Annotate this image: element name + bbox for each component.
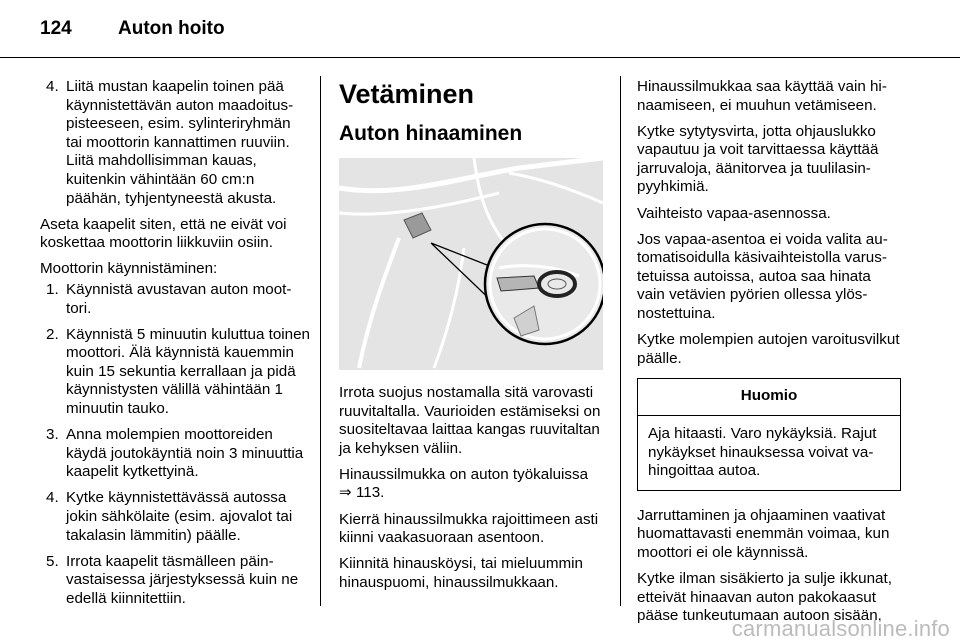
notice-title: Huomio	[638, 379, 900, 416]
list-number: 4.	[46, 489, 59, 507]
section-title: Auton hoito	[118, 18, 225, 39]
paragraph: Irrota suojus nostamalla sitä varovasti ruuvitaltalla. Vaurioiden estämiseksi on suositeltavaa laittaa kangas ruuvitaltan ja kehyksen väliin.	[339, 384, 601, 457]
paragraph: Moottorin käynnistäminen:	[40, 260, 218, 278]
paragraph: Kierrä hinaussilmukka rajoittimeen asti kiinni vaakasuoraan asentoon.	[339, 510, 599, 547]
towing-eye-drawing	[339, 158, 603, 370]
chapter-heading: Vetäminen	[339, 79, 475, 109]
column-right	[637, 78, 901, 633]
towing-eye-illustration	[339, 158, 603, 370]
paragraph: Kiinnitä hinausköysi, tai mieluummin hinauspuomi, hinaussilmukkaan.	[339, 555, 583, 591]
paragraph: Hinaussilmukka on auton työkaluissa ⇒ 113.	[339, 465, 589, 502]
column-divider-2	[620, 76, 621, 606]
paragraph: Jarruttaminen ja ohjaaminen vaativat huomattavasti enemmän voimaa, kun moottori ei ole käynnissä.	[637, 506, 890, 561]
notice-text: Aja hitaasti. Varo nykäyksiä. Rajut nykäykset hinauksessa voivat vahingoittaa autoa.	[648, 424, 877, 480]
list-text: Liitä mustan kaapelin toinen pää käynnistettävän auton maadoituspisteeseen, esim. sylinteriryhmän tai moottorin kannattimen ruuviin. Liitä mahdollisimman kauas, kuitenkin vähintään 60 cm:n päähän, tyhjentyneestä akusta.	[66, 78, 294, 207]
list-number: 2.	[46, 325, 59, 343]
column-middle	[339, 78, 603, 600]
watermark: carmanualsonline.info	[731, 616, 950, 641]
list-number: 3.	[46, 426, 59, 444]
paragraph: Kytke ilman sisäkierto ja sulje ikkunat, etteivät hinaavan auton pakokaasut pääse tunkeutumaan autoon sisään.	[637, 569, 892, 625]
paragraph: Aseta kaapelit siten, että ne eivät voi koskettaa moottorin liikkuviin osiin.	[40, 215, 287, 252]
page-number: 124	[40, 18, 72, 39]
list-item	[40, 326, 310, 419]
column-divider-1	[320, 76, 321, 606]
list-number: 4.	[46, 78, 59, 95]
list-number: 5.	[46, 552, 59, 570]
section-heading: Auton hinaaminen	[339, 122, 523, 145]
column-left	[40, 78, 310, 616]
notice-box	[637, 378, 901, 490]
list-item	[40, 553, 310, 609]
paragraph: Vaihteisto vapaa-asennossa.	[637, 204, 831, 222]
paragraph: Hinaussilmukkaa saa käyttää vain hinaamiseen, ei muuhun vetämiseen.	[637, 78, 887, 114]
list-item	[40, 489, 310, 545]
list-item	[40, 78, 310, 208]
list-item	[40, 281, 310, 318]
list-item	[40, 426, 310, 482]
list-text: Anna molempien moottoreiden käydä joutokäyntiä noin 3 minuuttia kaapelit kytkettyinä.	[66, 426, 304, 481]
paragraph: Jos vapaa-asentoa ei voida valita automatisoidulla käsivaihteistolla varustetuissa autoissa, autoa saa hinata vain vetävien pyörien ollessa ylösnostettuina.	[637, 230, 888, 323]
header-rule	[0, 57, 960, 58]
list-text: Kytke käynnistettävässä autossa jokin sähkölaite (esim. ajovalot tai takalasin lämmitin) päälle.	[66, 489, 293, 544]
list-text: Käynnistä 5 minuutin kuluttua toinen moottori. Älä käynnistä kauemmin kuin 15 sekuntia kerrallaan ja pidä käynnistysten välillä vähintään 1 minuutin tauko.	[66, 325, 311, 417]
paragraph: Kytke sytytysvirta, jotta ohjauslukko vapautuu ja voit tarvittaessa käyttää jarruvaloja, äänitorvea ja tuulilasinpyyhkimiä.	[637, 122, 879, 196]
list-number: 1.	[46, 280, 59, 298]
list-text: Käynnistä avustavan auton moottori.	[66, 280, 292, 317]
list-text: Irrota kaapelit täsmälleen päinvastaisessa järjestyksessä kuin ne edellä kiinnitettiin.	[66, 552, 299, 607]
paragraph: Kytke molempien autojen varoitusvilkut päälle.	[637, 331, 900, 367]
